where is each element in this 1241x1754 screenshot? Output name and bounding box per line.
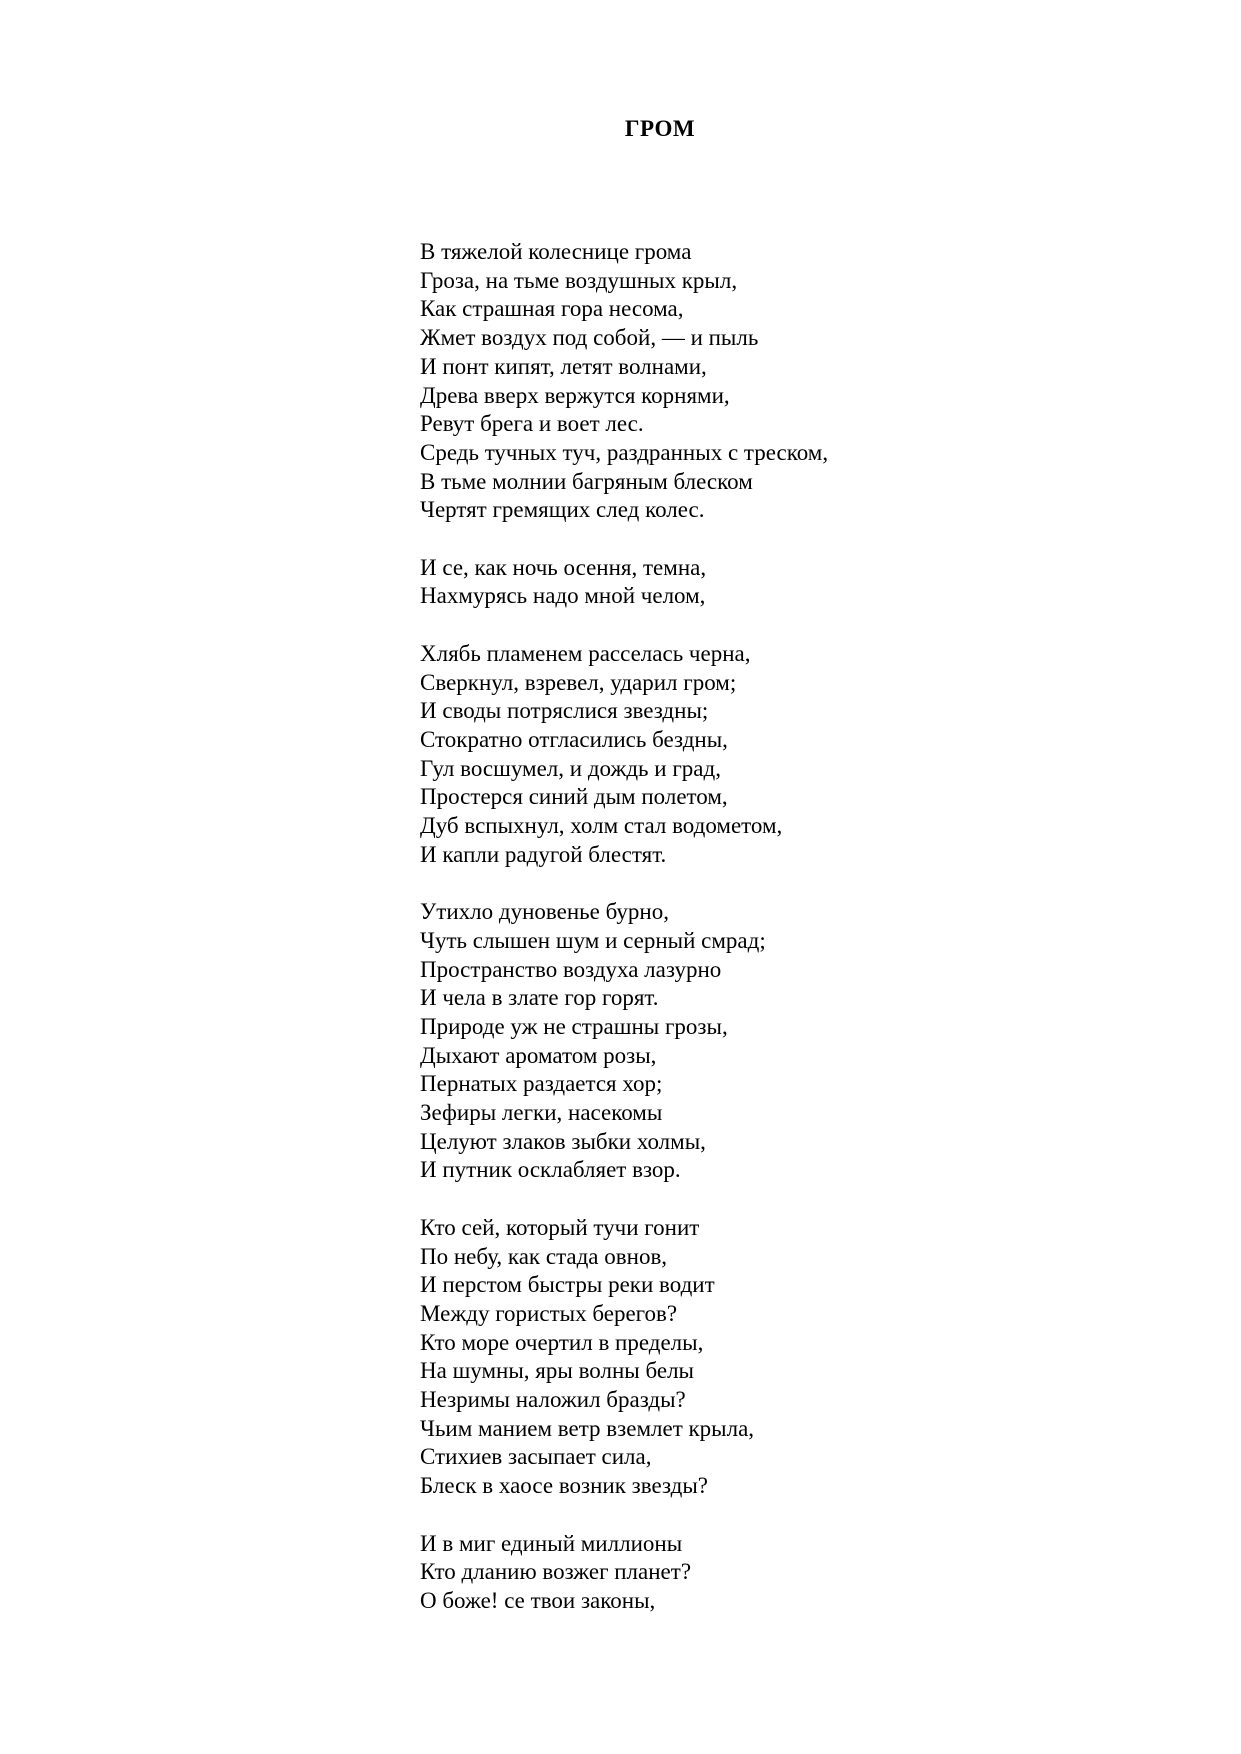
poem-line: И чела в злате гор горят. <box>420 985 659 1011</box>
stanza <box>420 238 828 525</box>
poem-line: Пространство воздуха лазурно <box>420 956 722 982</box>
poem-line: В тяжелой колеснице грома <box>420 239 692 264</box>
poem-line: Гроза, на тьме воздушных крыл, <box>420 267 738 293</box>
poem-line: Стихиев засыпает сила, <box>420 1444 652 1470</box>
poem-line: Кто море очертил в пределы, <box>420 1329 704 1355</box>
poem-line: Сверкнул, взревел, ударил гром; <box>420 669 737 695</box>
poem-line: Нахмурясь надо мной челом, <box>420 583 706 609</box>
poem-line: Средь тучных туч, раздранных с треском, <box>420 439 829 465</box>
poem-line: В тьме молнии багряным блеском <box>420 468 753 494</box>
poem-line: Пернатых раздается хор; <box>420 1071 663 1097</box>
poem-line: Кто сей, который тучи гонит <box>420 1214 700 1240</box>
poem-line: Блеск в хаосе возник звезды? <box>420 1473 708 1499</box>
poem-line: Между гористых берегов? <box>420 1300 678 1326</box>
poem-line: Чьим манием ветр вземлет крыла, <box>420 1415 755 1441</box>
poem-line: Гул восшумел, и дождь и град, <box>420 755 721 781</box>
poem-line: И понт кипят, летят волнами, <box>420 353 707 379</box>
poem-line: Кто дланию возжег планет? <box>420 1559 692 1585</box>
stanza <box>420 1530 828 1616</box>
poem-line: Дуб вспыхнул, холм стал водометом, <box>420 813 783 839</box>
stanza <box>420 1214 828 1501</box>
poem-line: Чуть слышен шум и серный смрад; <box>420 927 766 953</box>
poem-line: О боже! се твои законы, <box>420 1587 656 1613</box>
poem-line: И се, как ночь осення, темна, <box>420 554 707 580</box>
poem-line: И капли радугой блестят. <box>420 841 667 867</box>
poem-line: Ревут брега и воет лес. <box>420 411 644 437</box>
poem-line: Древа вверх вержутся корнями, <box>420 382 730 408</box>
poem-line: Как страшная гора несома, <box>420 296 684 322</box>
poem-title: ГРОМ <box>624 116 696 141</box>
poem-line: Чертят гремящих след колес. <box>420 497 705 523</box>
poem-line: Утихло дуновенье бурно, <box>420 899 669 925</box>
poem-line: По небу, как стада овнов, <box>420 1243 668 1269</box>
poem-line: Незримы наложил бразды? <box>420 1387 686 1413</box>
poem-line: Стократно отгласились бездны, <box>420 726 728 752</box>
stanza <box>420 554 828 611</box>
poem-line: Природе уж не страшны грозы, <box>420 1013 728 1039</box>
poem-line: И путник осклабляет взор. <box>420 1157 681 1183</box>
poem-line: Целуют злаков зыбки холмы, <box>420 1128 706 1154</box>
stanza <box>420 898 828 1185</box>
poem-line: Жмет воздух под собой, — и пыль <box>420 325 759 351</box>
poem-line: Дыхают ароматом розы, <box>420 1042 657 1068</box>
poem-line: Простерся синий дым полетом, <box>420 784 728 810</box>
poem-line: Зефиры легки, насекомы <box>420 1100 663 1126</box>
poem-line: И своды потряслися звездны; <box>420 698 709 724</box>
poem-line: Хлябь пламенем расселась черна, <box>420 640 751 666</box>
poem-line: И в миг единый миллионы <box>420 1530 683 1556</box>
poem-line: И перстом быстры реки водит <box>420 1272 715 1298</box>
stanza <box>420 640 828 870</box>
poem-body <box>420 238 828 1616</box>
poem-line: На шумны, яры волны белы <box>420 1358 695 1384</box>
